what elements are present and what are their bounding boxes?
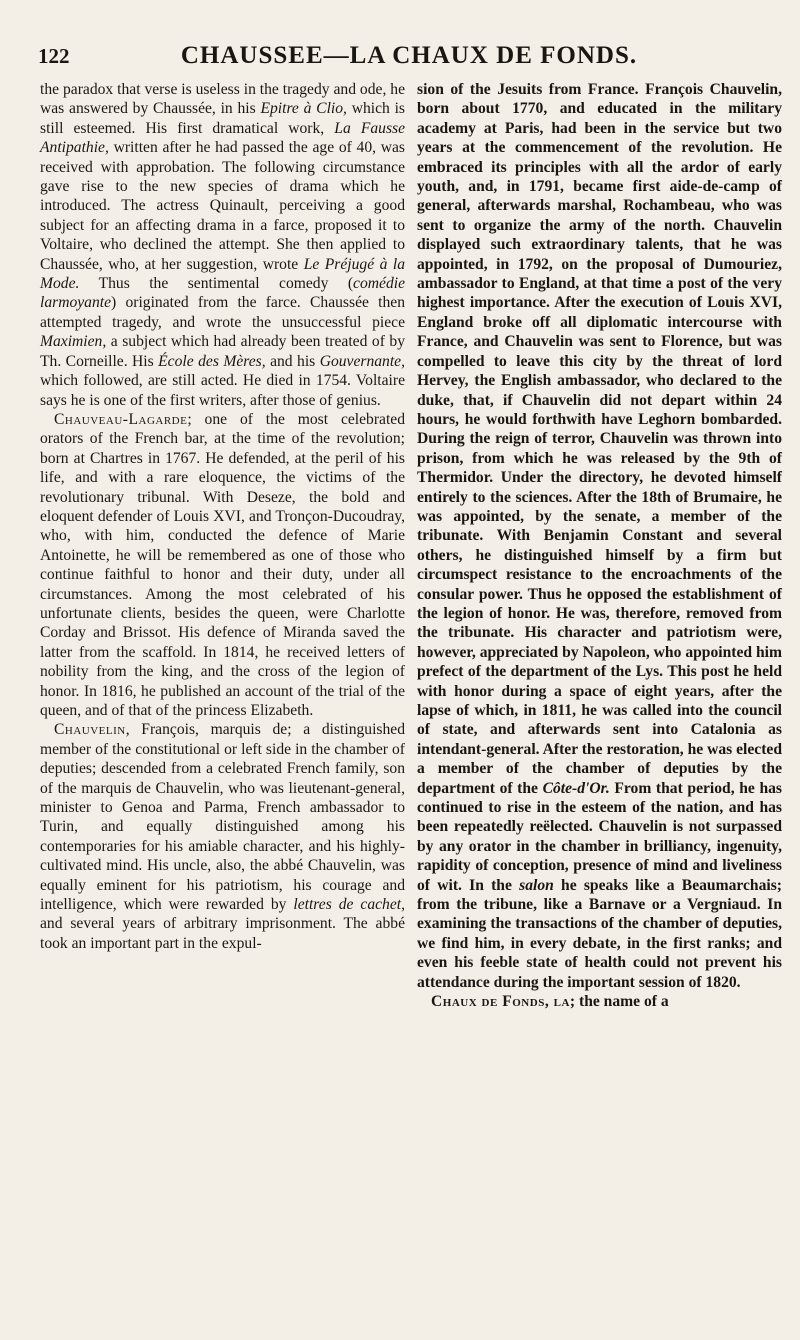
- body-text: a subject which had already been treated of by Th. Corneille. His: [40, 333, 405, 370]
- body-text: ; one of the most celebrated orators of the French bar, at the time of the revolution; born at Chartres in 1767. He defended, at the peril of his life, and with a rare eloquence, the victims of the revolutionary tribunal. With Deseze, the bold and eloquent defender of Louis XVI, and Tronçon-Ducoudray, who, with him, conducted the defence of Marie Antoinette, he will be remembered as one of those who continue faithful to honor and their duty, under all circumstances. Among the most celebrated of his unfortunate clients, besides the queen, were Charlotte Corday and Brissot. His defence of Miranda saved the latter from the scaffold. In 1814, he received letters of nobility from the king, and the cross of the legion of honor. In 1816, he published an account of the trial of the queen, and of that of the princess Elizabeth.: [40, 410, 405, 719]
- page-header: [38, 10, 780, 70]
- body-text: which is still esteemed. His first dramatical work,: [40, 100, 405, 137]
- entry-chauveau-lagarde: [40, 410, 405, 721]
- entry-chaux-de-fonds: [417, 992, 782, 1011]
- entry-chaussee-continued: [40, 80, 405, 410]
- work-title: La Fausse Antipathie,: [40, 119, 406, 157]
- work-title: Maximien,: [40, 333, 107, 351]
- entry-headword: Chauvelin: [54, 721, 126, 739]
- entry-headword: Chaux de Fonds, la: [431, 993, 570, 1011]
- body-text: sion of the Jesuits from France. François Chauvelin, born about 1770, and educated in the military academy at Paris, had been in the service but two years at the commencement of the revolution. He embraced its principles with all the ardor of early youth, and, in 1791, became first aide-de-camp of general, afterwards marshal, Rochambeau, who was sent to organize the army of the north. Chauvelin displayed such extraordinary talents, that he was appointed, in 1792, on the proposal of Dumouriez, ambassador to England, at that time a post of the very highest importance. After the execution of Louis XVI, England broke off all diplomatic intercourse with France, and Chauvelin was sent to Florence, but was compelled to leave this city by the threat of lord Hervey, the English ambassador, who declared to the duke, that, if Chauvelin did not depart within 24 hours, he would forthwith have Leghorn bombarded. During the reign of terror, Chauvelin was thrown into prison, from which he was released by the 9th of Thermidor. Under the directory, he devoted himself entirely to the sciences. After the 18th of Brumaire, he was appointed, by the senate, a member of the tribunate. With Benjamin Constant and several others, he distinguished himself by a firm but circumspect resistance to the encroachments of the consular power. Thus he opposed the establishment of the legion of honor. He was, therefore, removed from the tribunate. His character and patriotism were, however, appreciated by Napoleon, who appointed him prefect of the department of the Lys. This post he held with honor during a space of eight years, after the lapse of which, in 1811, he was called into the council of state, and afterwards sent into Catalonia as intendant-general. After the restoration, he was elected a member of the chamber of deputies by the department of the: [417, 81, 782, 797]
- work-title: Epitre à Clio,: [260, 100, 347, 118]
- right-column: [417, 80, 782, 1012]
- body-text: and his: [265, 352, 320, 370]
- italic-phrase: Côte-d'Or.: [542, 779, 610, 797]
- body-text: ) originated from the farce. Chaussée then attempted tragedy, and wrote the unsuccessful piece: [40, 294, 405, 331]
- work-title: Gouvernante,: [319, 352, 405, 370]
- body-text: and several years of arbitrary imprisonment. The abbé took an important part in the expul-: [40, 915, 405, 952]
- body-text: written after he had passed the age of 40, was received with approbation. The following circumstance gave rise to the new species of drama which he introduced. The actress Quinault, perceiving a good subject for an affecting drama in a farce, proposed it to Voltaire, who declined the attempt. She then applied to Chaussée, who, at her suggestion, wrote: [40, 139, 405, 273]
- page-number: 122: [38, 44, 70, 68]
- italic-phrase: salon: [519, 876, 554, 894]
- body-text: , François, marquis de; a distinguished member of the constitutional or left side in the chamber of deputies; descended from a celebrated French family, son of the marquis de Chauvelin, who was lieutenant-general, minister to Genoa and Parma, French ambassador to Turin, and equally distinguished among his contemporaries for his amiable character, and his highly-cultivated mind. His uncle, also, the abbé Chauvelin, was equally eminent for his patriotism, his courage and intelligence, which were rewarded by: [40, 721, 405, 914]
- entry-chauvelin-continued: [417, 80, 782, 992]
- body-text: ; the name of a: [569, 993, 669, 1011]
- work-title: comédie larmoyante: [40, 275, 405, 312]
- body-text: From that period, he has continued to rise in the esteem of the nation, and has been repeatedly reëlected. Chauvelin is not surpassed by any orator in the chamber in brilliancy, ingenuity, rapidity of conception, presence of mind and liveliness of wit. In the: [417, 779, 782, 894]
- body-text: which followed, are still acted. He died in 1754. Voltaire says he is one of the first writers, after those of genius.: [40, 372, 405, 409]
- body-text: Thus the sentimental comedy (: [79, 275, 354, 293]
- work-title: École des Mères,: [158, 352, 266, 370]
- italic-phrase: lettres de cachet,: [293, 896, 405, 914]
- running-head: CHAUSSEE—LA CHAUX DE FONDS.: [180, 42, 638, 69]
- entry-chauvelin: [40, 720, 405, 953]
- work-title: Le Préjugé à la Mode.: [40, 255, 405, 293]
- entry-headword: Chauveau-Lagarde: [54, 410, 188, 428]
- body-text: the paradox that verse is useless in the tragedy and ode, he was answered by Chaussée, in his: [40, 81, 405, 118]
- left-column: [40, 80, 405, 953]
- body-text: he speaks like a Beaumarchais; from the tribune, like a Barnave or a Vergniaud. In examining the transactions of the chamber of deputies, we find him, in every debate, in the first ranks; and even his feeble state of health could not prevent his attendance during the important session of 1820.: [417, 876, 782, 991]
